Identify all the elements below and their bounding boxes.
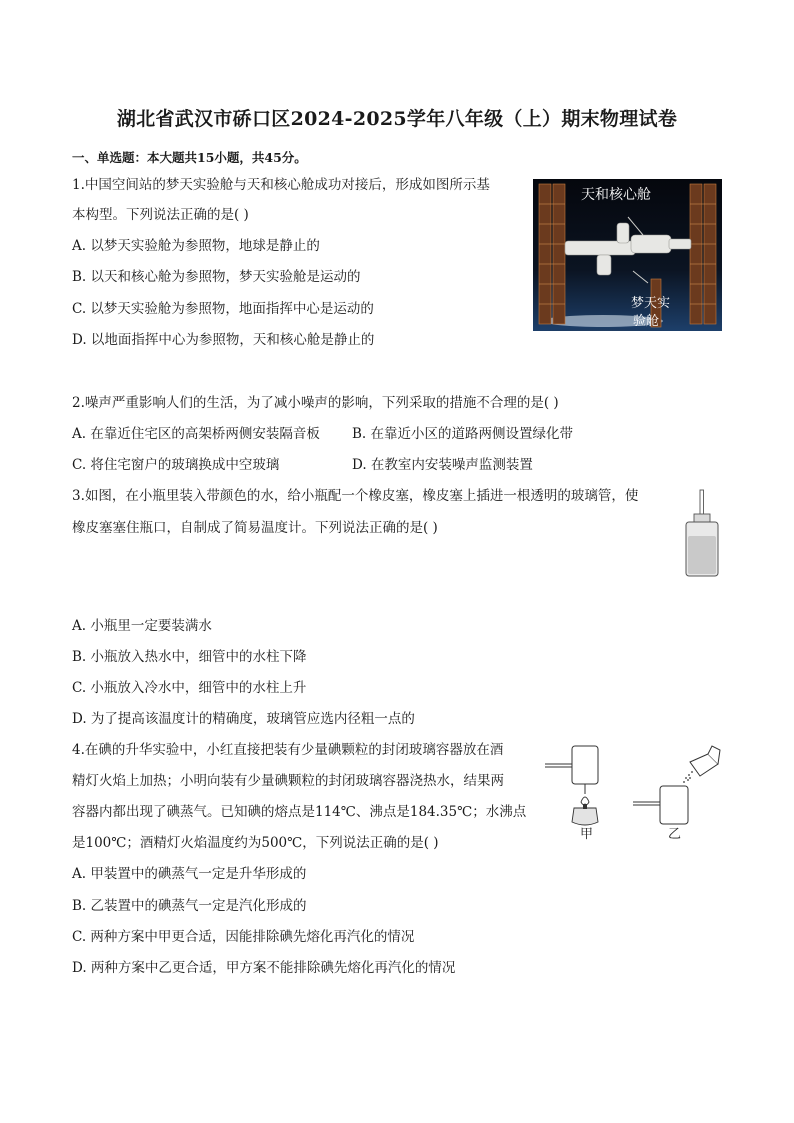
- q3-option-d: D. 为了提高该温度计的精确度，玻璃管应选内径粗一点的: [72, 711, 415, 727]
- q2-stem: 2.噪声严重影响人们的生活，为了减小噪声的影响，下列采取的措施不合理的是( ): [72, 395, 559, 411]
- q4-stem-line-4: 是100℃；酒精灯火焰温度约为500℃，下列说法正确的是( ): [72, 835, 439, 851]
- exam-title: 湖北省武汉市硚口区2024-2025学年八年级（上）期末物理试卷: [116, 108, 678, 130]
- q2-option-b: B. 在靠近小区的道路两侧设置绿化带: [352, 426, 574, 442]
- q1-option-c: C. 以梦天实验舱为参照物，地面指挥中心是运动的: [72, 301, 374, 317]
- q3-stem-line-2: 橡皮塞塞住瓶口，自制成了简易温度计。下列说法正确的是( ): [72, 520, 438, 536]
- q1-option-d: D. 以地面指挥中心为参照物，天和核心舱是静止的: [72, 332, 375, 348]
- q4-option-a: A. 甲装置中的碘蒸气一定是升华形成的: [72, 866, 307, 882]
- q1-stem-line-2: 本构型。下列说法正确的是( ): [72, 207, 249, 223]
- q1-option-b: B. 以天和核心舱为参照物，梦天实验舱是运动的: [72, 269, 361, 285]
- fig-label-tianhe: 天和核心舱: [581, 187, 651, 203]
- q2-option-d: D. 在教室内安装噪声监测装置: [352, 457, 533, 473]
- q4-stem-line-1: 4.在碘的升华实验中，小红直接把装有少量碘颗粒的封闭玻璃容器放在酒: [72, 742, 504, 758]
- fig-label-mengtian-2: 验舱: [633, 314, 660, 329]
- space-station-figure: [533, 179, 722, 331]
- section-heading: 一、单选题：本大题共15小题，共45分。: [72, 150, 307, 165]
- q3-stem-line-1: 3.如图，在小瓶里装入带颜色的水，给小瓶配一个橡皮塞，橡皮塞上插进一根透明的玻璃管，使: [72, 488, 639, 504]
- iodine-experiment-figure: [540, 742, 724, 844]
- bottle-thermometer-figure: [682, 488, 722, 580]
- fig-label-jia: 甲: [580, 827, 594, 842]
- q2-option-a: A. 在靠近住宅区的高架桥两侧安装隔音板: [72, 426, 320, 442]
- q1-option-a: A. 以梦天实验舱为参照物，地球是静止的: [72, 238, 320, 254]
- fig-label-mengtian-1: 梦天实: [631, 296, 671, 311]
- q4-option-d: D. 两种方案中乙更合适，甲方案不能排除碘先熔化再汽化的情况: [72, 960, 456, 976]
- q3-option-a: A. 小瓶里一定要装满水: [72, 618, 212, 634]
- q4-stem-line-2: 精灯火焰上加热；小明向装有少量碘颗粒的封闭玻璃容器浇热水，结果两: [72, 773, 504, 789]
- q4-stem-line-3: 容器内都出现了碘蒸气。已知碘的熔点是114℃、沸点是184.35℃；水沸点: [72, 804, 527, 820]
- q3-option-c: C. 小瓶放入冷水中，细管中的水柱上升: [72, 680, 307, 696]
- q4-option-b: B. 乙装置中的碘蒸气一定是汽化形成的: [72, 898, 307, 914]
- fig-label-yi: 乙: [668, 827, 682, 842]
- q2-option-c: C. 将住宅窗户的玻璃换成中空玻璃: [72, 457, 280, 473]
- q4-option-c: C. 两种方案中甲更合适，因能排除碘先熔化再汽化的情况: [72, 929, 415, 945]
- q3-option-b: B. 小瓶放入热水中，细管中的水柱下降: [72, 649, 307, 665]
- q1-stem-line-1: 1.中国空间站的梦天实验舱与天和核心舱成功对接后，形成如图所示基: [72, 177, 490, 193]
